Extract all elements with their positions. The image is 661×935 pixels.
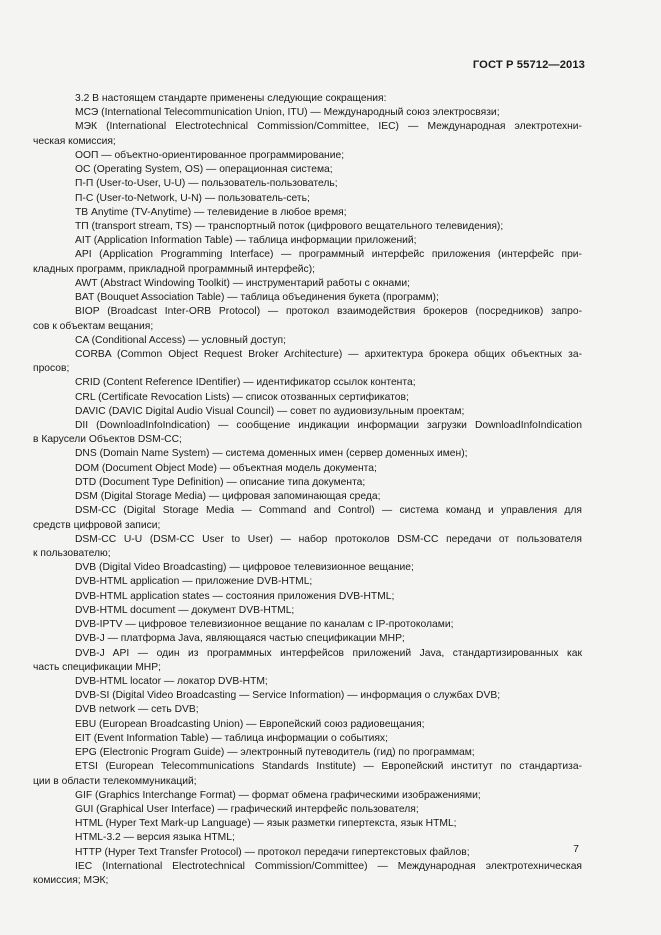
list-item: DAVIC (DAVIC Digital Audio Visual Council) — совет по аудиовизульным проектам; [75, 405, 465, 417]
list-item: DSM (Digital Storage Media) — цифровая запоминающая среда; [75, 491, 381, 503]
list-item: EIT (Event Information Table) — таблица информации о событиях; [75, 732, 388, 744]
list-item: HTML (Hyper Text Mark-up Language) — язык разметки гипертекста, язык HTML; [75, 818, 457, 830]
list-item-continuation: средств цифровой записи; [33, 519, 161, 531]
list-item-continuation: в Карусели Объектов DSM-CC; [33, 434, 182, 446]
list-item: МСЭ (International Telecommunication Union, ITU) — Международный союз электросвязи; [75, 107, 500, 119]
standard-designation: ГОСТ Р 55712—2013 [472, 59, 585, 71]
list-item: AWT (Abstract Windowing Toolkit) — инструментарий работы с окнами; [75, 277, 410, 289]
list-item-continuation: ции в области телекоммуникаций; [33, 775, 197, 787]
list-item-continuation: кладных программ, прикладной программный интерфейс); [33, 263, 315, 275]
list-item: П-П (User-to-User, U-U) — пользователь-пользователь; [75, 178, 338, 190]
list-item: HTTP (Hyper Text Transfer Protocol) — протокол передачи гипертекстовых файлов; [75, 846, 470, 858]
list-item: AIT (Application Information Table) — таблица информации приложений; [75, 235, 417, 247]
list-item: ТП (transport stream, TS) — транспортный поток (цифрового вещательного телевидения); [75, 220, 504, 232]
list-item: МЭК (International Electrotechnical Commission/Committee, IEC) — Международная электротехни- [75, 121, 582, 133]
list-item: DVB-J API — один из программных интерфейсов приложений Java, стандартизированных как [75, 647, 582, 659]
list-item: DII (DownloadInfoIndication) — сообщение индикации информации загрузки DownloadInfoIndication [75, 420, 582, 432]
list-item: IEC (International Electrotechnical Commission/Committee) — Международная электротехническая [75, 860, 582, 872]
list-item: ETSI (European Telecommunications Standards Institute) — Европейский институт по стандартиза- [75, 761, 582, 773]
list-item: DVB-HTML document — документ DVB-HTML; [75, 604, 295, 616]
list-item-continuation: сов к объектам вещания; [33, 320, 154, 332]
list-item: GUI (Graphical User Interface) — графический интерфейс пользователя; [75, 803, 419, 815]
list-item: EBU (European Broadcasting Union) — Европейский союз радиовещания; [75, 718, 425, 730]
list-item-continuation: просов; [33, 363, 70, 375]
list-item: CA (Conditional Access) — условный доступ; [75, 334, 286, 346]
list-item: CORBA (Common Object Request Broker Architecture) — архитектура брокера общих объектных за- [75, 348, 582, 360]
list-item: 3.2 В настоящем стандарте применены следующие сокращения: [75, 93, 387, 104]
list-item: DVB-HTML application states — состояния приложения DVB-HTML; [75, 590, 395, 602]
list-item: DSM-CC U-U (DSM-CC User to User) — набор протоколов DSM-CC передачи от пользователя [75, 533, 582, 545]
list-item: DVB-HTML locator — локатор DVB-HTM; [75, 675, 268, 687]
list-item: API (Application Programming Interface) — программный интерфейс приложения (интерфейс при- [75, 249, 582, 261]
list-item: ОС (Operating System, OS) — операционная система; [75, 164, 333, 176]
list-item: DVB-IPTV — цифровое телевизионное вещание по каналам с IP-протоколами; [75, 619, 454, 631]
list-item-continuation: ческая комиссия; [33, 135, 116, 147]
list-item: П-С (User-to-Network, U-N) — пользователь-сеть; [75, 192, 310, 204]
list-item: DVB-HTML application — приложение DVB-HTML; [75, 576, 313, 588]
list-item-continuation: часть спецификации MHP; [33, 661, 161, 673]
list-item: ТВ Anytime (TV-Anytime) — телевидение в любое время; [75, 206, 347, 218]
list-item: DSM-CC (Digital Storage Media — Command and Control) — система команд и управления для [75, 505, 582, 517]
list-item: DOM (Document Object Mode) — объектная модель документа; [75, 462, 377, 474]
list-item-continuation: к пользователю; [33, 548, 111, 559]
list-item: ООП — объектно-ориентированное программирование; [75, 149, 345, 161]
list-item: DVB (Digital Video Broadcasting) — цифровое телевизионное вещание; [75, 562, 414, 574]
list-item: DTD (Document Type Definition) — описание типа документа; [75, 476, 366, 488]
list-item: CRL (Certificate Revocation Lists) — список отозванных сертификатов; [75, 391, 409, 403]
list-item: DVB-J — платформа Java, являющаяся частью спецификации MHP; [75, 633, 405, 645]
list-item: EPG (Electronic Program Guide) — электронный путеводитель (гид) по программам; [75, 747, 475, 759]
list-item: BIOP (Broadcast Inter-ORB Protocol) — протокол взаимодействия брокеров (посредников) запро- [75, 306, 582, 318]
list-item: DVB-SI (Digital Video Broadcasting — Service Information) — информация о службах DVB; [75, 690, 501, 702]
list-item: DVB network — сеть DVB; [75, 704, 199, 716]
list-item: BAT (Bouquet Association Table) — таблица объединения букета (программ); [75, 292, 439, 304]
list-item-continuation: комиссия; МЭК; [33, 875, 109, 887]
abbreviations-list [33, 92, 582, 888]
page-number: 7 [573, 844, 579, 855]
list-item: CRID (Content Reference IDentifier) — идентификатор ссылок контента; [75, 377, 416, 389]
list-item: HTML-3.2 — версия языка HTML; [75, 832, 235, 844]
list-item: GIF (Graphics Interchange Format) — формат обмена графическими изображениями; [75, 789, 481, 801]
list-item: DNS (Domain Name System) — система доменных имен (сервер доменных имен); [75, 448, 468, 460]
